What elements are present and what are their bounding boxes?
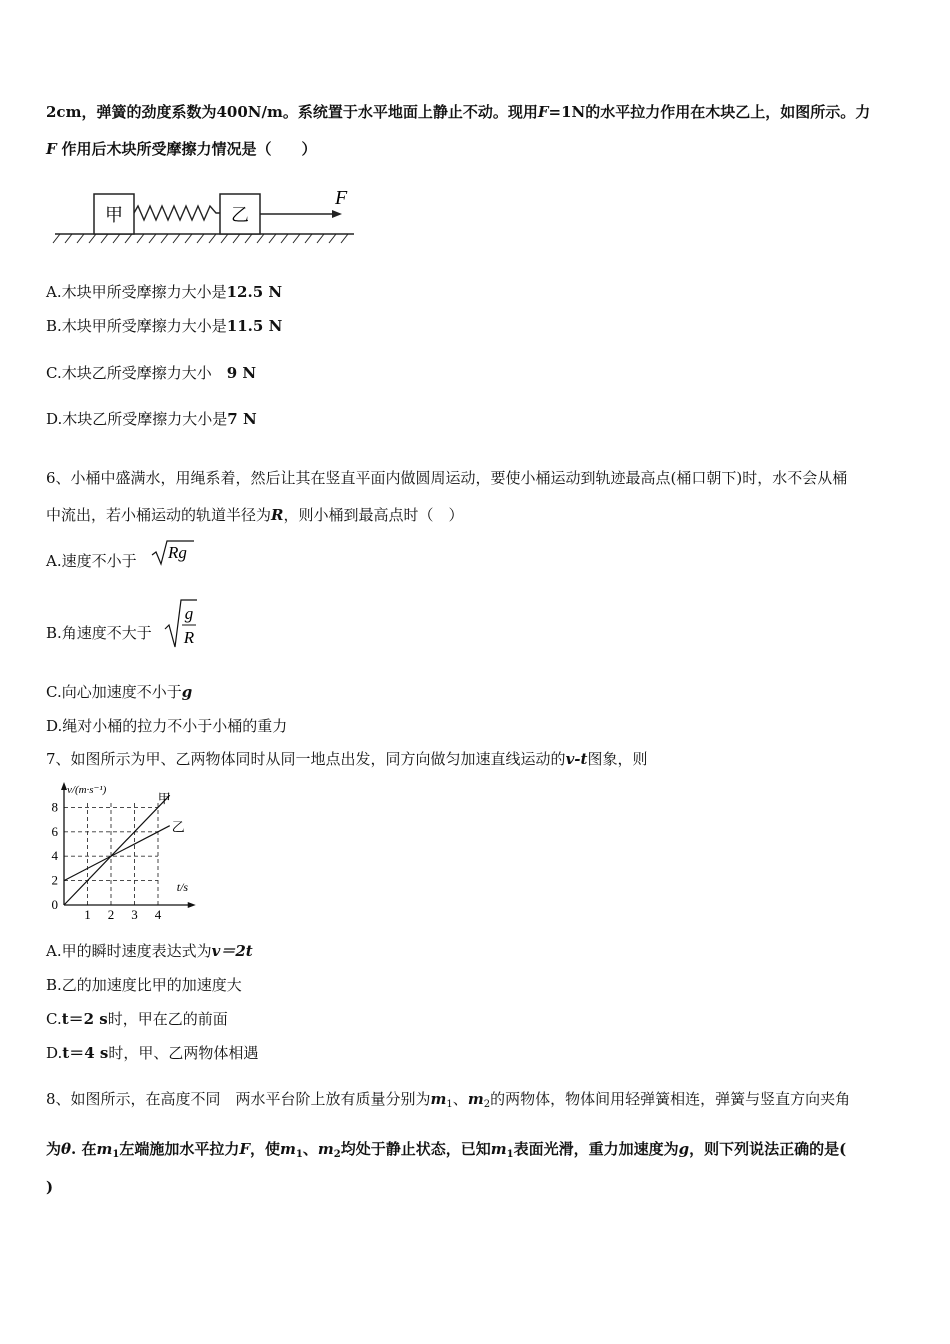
option-text: 木块甲所受摩擦力大小是 [61,317,227,335]
x-tick-label: 4 [154,907,162,920]
mass1-subscript: 1 [446,1099,453,1110]
option-value: 7 N [227,410,257,428]
q8-text: 的两物体，物体间用轻弹簧相连，弹簧与竖直方向夹角 [490,1090,851,1108]
q8-text: 为 [46,1140,62,1158]
ground-hatching [53,234,348,243]
series-label-jia: 甲 [157,791,171,807]
q7-option-a[interactable] [46,940,253,962]
q6-option-b[interactable] [46,622,152,644]
q5-stem-line1 [46,101,870,123]
q6-stem-line1 [46,467,847,489]
q5-option-a[interactable] [46,281,282,303]
q5-force-value: =1N [548,103,586,121]
q7-text: 图象，则 [587,750,648,768]
option-text: 角速度不大于 [61,624,152,642]
x-tick-label: 1 [84,907,91,920]
q6-stem-line2 [46,504,464,526]
option-text: 乙的加速度比甲的加速度大 [61,976,242,994]
option-value: 12.5 N [226,283,283,301]
option-text: 时，甲、乙两物体相遇 [108,1044,259,1062]
q5-text: 作用后木块所受摩擦力情况是（ ） [61,140,317,158]
q8-text: 左端施加水平拉力 [119,1140,240,1158]
sqrt-rg-formula [150,538,198,568]
q8-text: ，使 [250,1140,281,1158]
option-time: t＝2 s [61,1010,108,1028]
q7-stem [46,748,647,770]
block-jia-label: 甲 [105,205,123,225]
formula-text: Rg [168,543,187,562]
force-label: F [335,187,348,209]
option-letter: A. [46,552,62,570]
y-axis-label: v/(m·s⁻¹) [67,784,107,796]
q5-force-symbol: F [537,103,549,121]
spring [134,206,220,220]
mass1-subscript: 1 [112,1149,120,1160]
option-letter: B. [46,976,62,994]
x-tick-label: 3 [131,907,138,920]
vt-graph [44,778,214,920]
q5-option-b[interactable] [46,315,282,337]
option-text: 绳对小桶的拉力不小于小桶的重力 [62,717,288,735]
option-letter: C. [46,1010,62,1028]
fraction-numerator: g [184,604,194,623]
option-value: 11.5 N [226,317,283,335]
option-formula: v＝2t [211,942,253,960]
mass2-subscript: 2 [483,1099,491,1110]
force-symbol: F [239,1140,250,1158]
option-letter: A. [46,942,62,960]
gravity-symbol: g [181,683,193,701]
q5-option-d[interactable] [46,408,257,430]
q7-text: 7、如图所示为甲、乙两物体同时从同一地点出发，同方向做匀加速直线运动的 [46,750,566,768]
force-arrowhead [332,210,342,218]
q6-text: ，则小桶到最高点时（ ） [283,506,464,524]
q7-option-c[interactable] [46,1008,228,1030]
option-text: 木块甲所受摩擦力大小是 [61,283,227,301]
q5-spring-constant: 400N/m [216,103,283,121]
q5-option-c[interactable] [46,362,256,384]
q5-blocks-figure [52,183,357,248]
block-yi-label: 乙 [231,205,249,225]
q7-option-d[interactable] [46,1042,258,1064]
q8-text: ，则下列说法正确的是( [689,1140,847,1158]
option-text: 木块乙所受摩擦力大小 [61,364,227,382]
q5-text: 2cm，弹簧的劲度系数为 [46,103,217,121]
q8-stem-line1 [46,1088,850,1116]
origin-label: 0 [51,897,58,912]
y-tick-label: 8 [51,799,58,815]
q5-stem-line2 [46,138,316,160]
mass2-symbol: m [467,1090,484,1108]
mass2-subscript: 2 [333,1149,341,1160]
mass2-symbol: m [317,1140,334,1158]
option-text: 向心加速度不小于 [61,683,182,701]
series-label-yi: 乙 [171,819,185,835]
option-letter: A. [46,283,62,301]
option-text: 速度不小于 [61,552,137,570]
q5-text: 。系统置于水平地面上静止不动。现用 [282,103,538,121]
q8-stem-line2 [46,1138,846,1166]
y-tick-label: 4 [51,848,58,864]
q8-separator: 、 [452,1090,468,1108]
q7-option-b[interactable] [46,974,242,996]
option-letter: C. [46,683,62,701]
mass1-subscript: 1 [295,1149,303,1160]
option-letter: D. [46,1044,63,1062]
q8-text: ) [46,1178,54,1196]
option-time: t＝4 s [62,1044,109,1062]
option-letter: C. [46,364,62,382]
q5-force-symbol: F [46,140,57,158]
mass1-symbol: m [430,1090,447,1108]
mass1-symbol: m [490,1140,507,1158]
q6-option-d[interactable] [46,715,287,737]
mass1-symbol: m [280,1140,296,1158]
x-axis-arrowhead [188,902,196,908]
x-tick-label: 2 [107,907,115,920]
y-tick-label: 2 [51,872,58,888]
option-letter: B. [46,624,62,642]
q8-text: 8、如图所示，在高度不同 两水平台阶上放有质量分别为 [46,1090,431,1108]
option-text: 甲的瞬时速度表达式为 [61,942,212,960]
sqrt-g-over-r-formula [163,597,201,651]
q6-option-a[interactable] [46,550,137,572]
mass1-subscript: 1 [506,1149,514,1160]
option-value: 9 N [226,364,257,382]
mass1-symbol: m [96,1140,113,1158]
radius-symbol: R [271,506,284,524]
q8-text: 均处于静止状态，已知 [340,1140,491,1158]
option-text: 木块乙所受摩擦力大小是 [62,410,228,428]
q8-text: 表面光滑，重力加速度为 [513,1140,679,1158]
fraction-denominator: R [183,628,195,647]
option-letter: B. [46,317,62,335]
x-axis-label: t/s [176,880,189,894]
y-tick-label: 6 [51,823,58,839]
gravity-symbol: g [678,1140,690,1158]
q8-stem-line3 [46,1176,53,1198]
theta-symbol: θ [61,1140,72,1158]
option-letter: D. [46,410,63,428]
q8-separator: 、 [302,1140,318,1158]
series-line-yi [64,826,170,881]
option-text: 时，甲在乙的前面 [107,1010,228,1028]
q5-text: 的水平拉力作用在木块乙上，如图所示。力 [585,103,871,121]
q8-text: . 在 [71,1140,97,1158]
vt-symbol: v-t [565,750,588,768]
option-letter: D. [46,717,63,735]
q6-option-c[interactable] [46,681,192,703]
q6-text: 中流出，若小桶运动的轨道半径为 [46,506,272,524]
q6-text: 6、小桶中盛满水，用绳系着，然后让其在竖直平面内做圆周运动，要使小桶运动到轨迹最高点(桶口朝下)时，水不会从桶 [46,469,848,487]
series-line-jia [64,795,170,905]
